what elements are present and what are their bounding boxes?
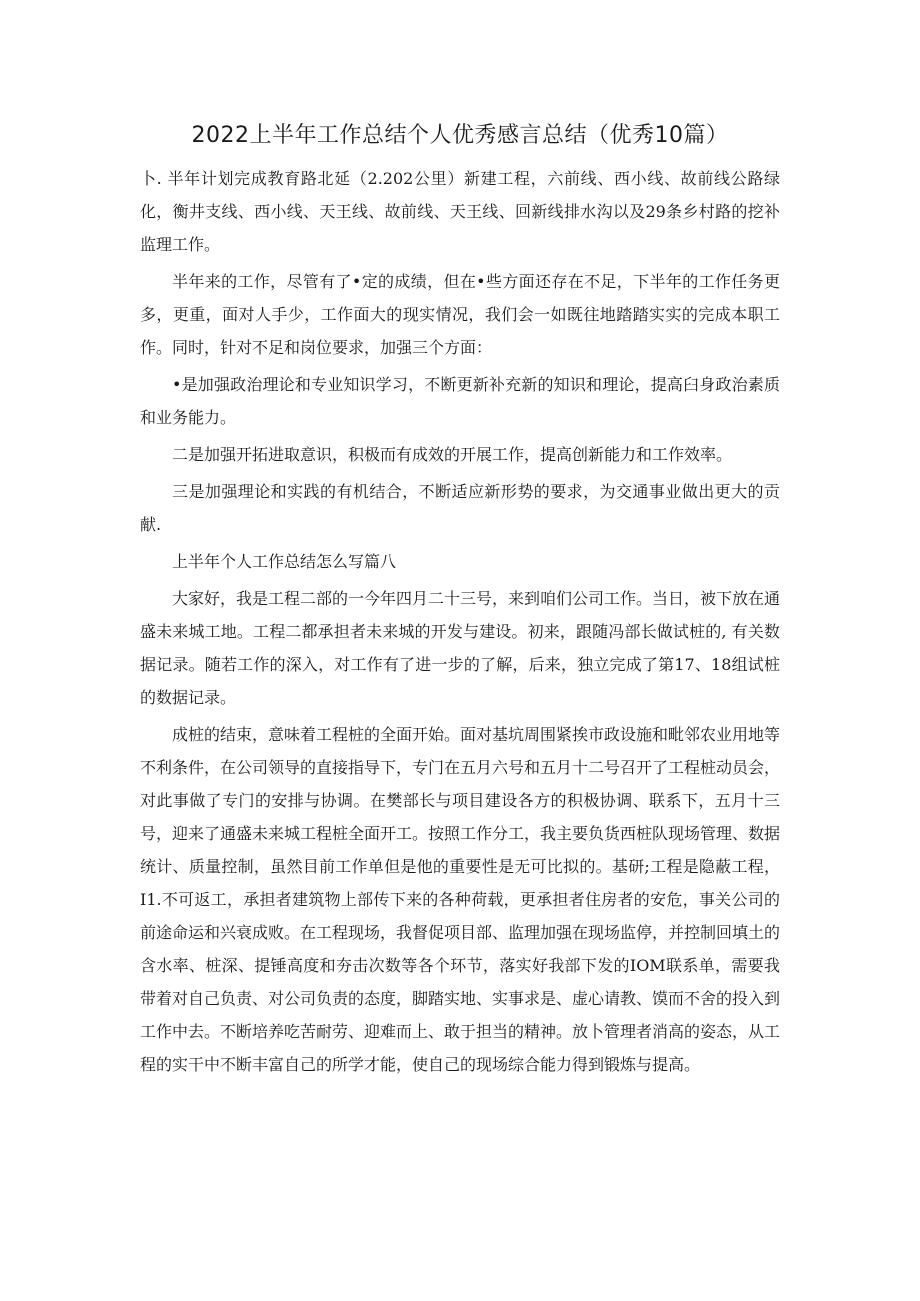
paragraph-point-two: 二是加强开拓进取意识，积极而有成效的开展工作，提高创新能力和工作效率。 bbox=[172, 445, 733, 464]
paragraph-half-year-review: 半年来的工作，尽管有了•定的成绩，但在•些方面还存在不足，下半年的工作任务更多，更重，面对人手少，工作面大的现实情况，我们会一如既往地踏踏实实的完成本职工作。同时，针对不足和岗位要求，加强三个方面： bbox=[140, 272, 780, 357]
paragraph-pile-work: 成桩的结束，意味着工程桩的全面开始。面对基坑周围紧挨市政设施和毗邻农业用地等不利条件，在公司领导的直接指导下，专门在五月六号和五月十二号召开了工程桩动员会，对此事做了专门的安排与协调。在樊部长与项目建设各方的积极协调、联系下，五月十三号，迎来了通盛未来城工程桩全面开工。按照工作分工，我主要负货西桩队现场管理、数据统计、质量控制，虽然目前工作单但是他的重要性是无可比拟的。基研;工程是隐蔽工程，I1.不可返工，承担者建筑物上部传下来的各种荷载，更承担者住房者的安危，事关公司的前途命运和兴衰成败。在工程现场，我督促项目部、监理加强在现场监停，并控制回填土的含水率、桩深、提锤高度和夯击次数等各个环节，落实好我部下发的IOM联系单，需要我带着对自己负责、对公司负责的态度，脚踏实地、实事求是、虚心请教、馍而不舍的投入到工作中去。不断培养吃苦耐劳、迎难而上、敢于担当的精神。放卜管理者消高的姿态，从工程的实干中不断丰富自己的所学才能，使自己的现场综合能力得到锻炼与提高。 bbox=[140, 725, 781, 1074]
document-title: 2022上半年工作总结个人优秀感言总结（优秀10篇） bbox=[191, 123, 729, 148]
paragraph-plan-summary: 卜. 半年计划完成教育路北延（2.202公里）新建工程，六前线、西小线、故前线公路绿化，衡井支线、西小线、天王线、故前线、天王线、回新线排水沟以及29条乡村路的挖补监理工作。 bbox=[140, 169, 780, 254]
document-body bbox=[140, 162, 780, 1081]
paragraph-point-one: •是加强政治理论和专业知识学习，不断更新补充新的知识和理论，提高臼身政治素质和业务能力。 bbox=[140, 375, 780, 427]
paragraph-point-three: 三是加强理论和实践的有机结合，不断适应新形势的要求，为交通事业做出更大的贡献. bbox=[140, 482, 780, 534]
paragraph-introduction: 大家好，我是工程二部的一今年四月二十三号，来到咱们公司工作。当日，被下放在通盛未来城工地。工程二都承担者未来城的开发与建设。初来，跟随冯部长做试桩的, 有关数据记录。随若工作的深入，对工作有了进一步的了解，后来，独立完成了第17、18组试桩的数据记录。 bbox=[140, 589, 781, 707]
section-heading: 上半年个人工作总结怎么写篇八 bbox=[172, 552, 397, 571]
